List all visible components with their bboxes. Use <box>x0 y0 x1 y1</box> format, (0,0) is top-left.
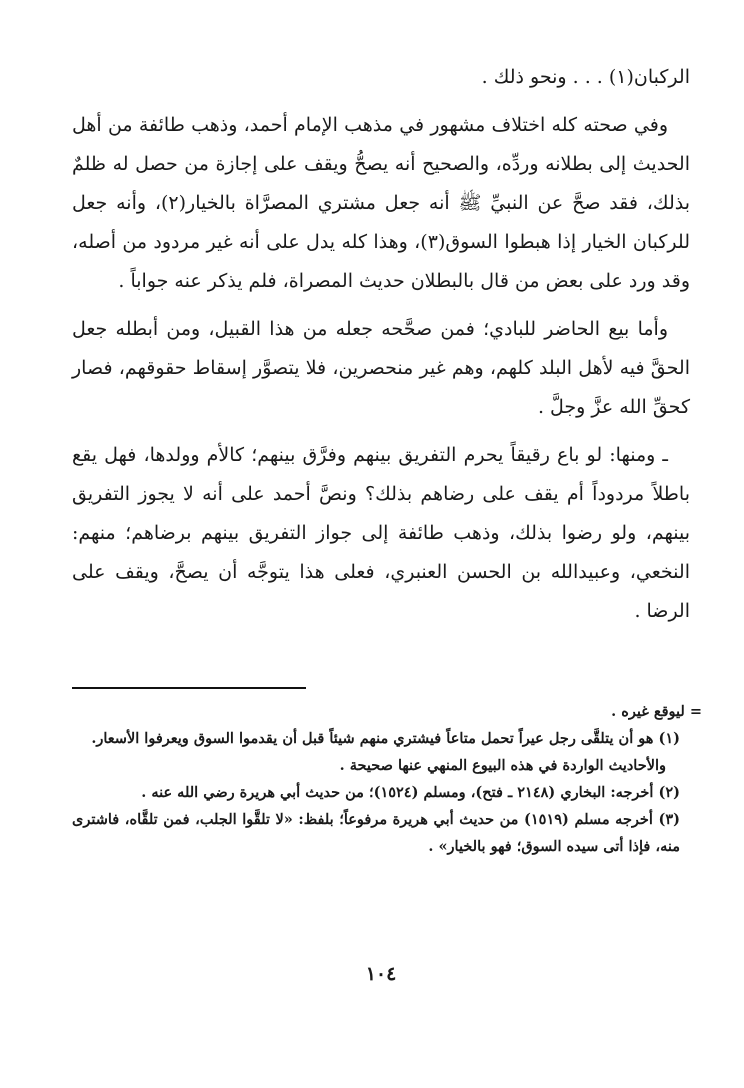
paragraph-town-dweller-sale: وأما بيع الحاضر للبادي؛ فمن صحَّحه جعله من هذا القبيل، ومن أبطله جعل الحقَّ فيه لأهل البلد كلهم، وهم غير منحصرين، فلا يتصوَّر إسقاط حقوقهم، فصار كحقِّ الله عزَّ وجلَّ . <box>72 318 690 418</box>
footnotes <box>72 698 702 860</box>
footnote-2: (٢) أخرجه: البخاري (٢١٤٨ ـ فتح)، ومسلم (١٥٢٤)؛ من حديث أبي هريرة رضي الله عنه . <box>141 784 680 801</box>
paragraph-slave-separation: ـ ومنها: لو باع رقيقاً يحرم التفريق بينهم وفرَّق بينهم؛ كالأم وولدها، فهل يقع باطلاً مردوداً أم يقف على رضاهم بذلك؟ ونصَّ أحمد على أنه لا يجوز التفريق بينهم، ولو رضوا بذلك، وذهب طائفة إلى جواز التفريق بينهم برضاهم؛ منهم: النخعي، وعبيدالله بن الحسن العنبري، فعلى هذا يتوجَّه أن يصحَّ، ويقف على الرضا . <box>72 444 690 622</box>
footnote-3: (٣) أخرجه مسلم (١٥١٩) من حديث أبي هريرة مرفوعاً؛ بلفظ: «لا تلقَّوا الجلب، فمن تلقَّاه، فاشترى منه، فإذا أتى سيده السوق؛ فهو بالخيار» . <box>72 811 681 855</box>
footnote-1: (١) هو أن يتلقَّى رجل عيراً تحمل متاعاً فيشتري منهم شيئاً قبل أن يقدموا السوق ويعرفوا الأسعار. <box>91 730 680 747</box>
page-number: ١٠٤ <box>365 963 397 985</box>
paragraph-continuation: الركبان(١) . . . ونحو ذلك . <box>481 66 690 88</box>
footnote-continued: = ليوقع غيره . <box>611 703 702 720</box>
footnote-1-note: والأحاديث الواردة في هذه البيوع المنهي عنها صحيحة . <box>339 757 666 774</box>
main-text <box>72 58 690 631</box>
footnote-separator <box>72 687 306 689</box>
book-page <box>72 58 702 985</box>
paragraph-validity-dispute: وفي صحته كله اختلاف مشهور في مذهب الإمام أحمد، وذهب طائفة من أهل الحديث إلى بطلانه وردِّه، والصحيح أنه يصحُّ ويقف على إجازة من حصل له ظلمٌ بذلك، فقد صحَّ عن النبيِّ ﷺ أنه جعل مشتري المصرَّاة بالخيار(٢)، وأنه جعل للركبان الخيار إذا هبطوا السوق(٣)، وهذا كله يدل على أنه غير مردود من أصله، وقد ورد على بعض من قال بالبطلان حديث المصراة، فلم يذكر عنه جواباً . <box>72 114 690 292</box>
